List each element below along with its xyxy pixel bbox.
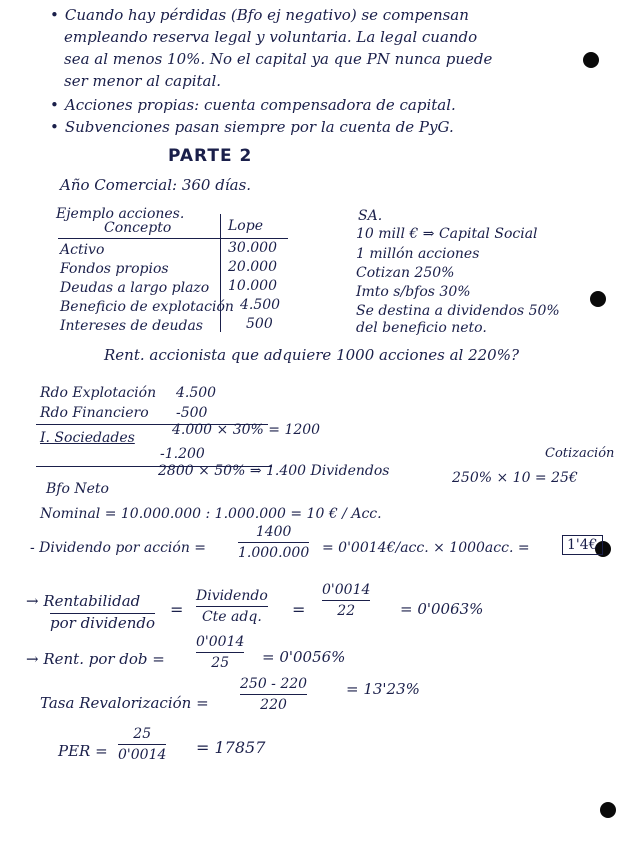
row-concept-1: Activo <box>60 242 105 258</box>
per-result: = 17857 <box>196 738 266 757</box>
sa-line-3: Cotizan 250% <box>356 265 455 281</box>
div-numerator: 1400 <box>255 524 292 540</box>
div-fraction-bar <box>238 542 309 543</box>
col-header-value: Lope <box>228 218 263 234</box>
row-value-3: 10.000 <box>228 278 277 294</box>
rent-div-fraction <box>196 588 268 625</box>
rent-dob-fraction-bar <box>196 652 244 653</box>
nominal-line: Nominal = 10.000.000 : 1.000.000 = 10 € / Acc. <box>40 506 382 522</box>
cotizacion-calc: 250% × 10 = 25€ <box>452 470 578 486</box>
rent-div-result: = 0'0063% <box>400 600 484 618</box>
note-line-1: • Cuando hay pérdidas (Bfo ej negativo) se compensan <box>50 6 469 24</box>
rent-dob-label: → Rent. por dob = <box>26 650 165 668</box>
tasa-label: Tasa Revalorización = <box>40 694 209 712</box>
calc-label-explotacion: Rdo Explotación <box>40 385 157 401</box>
row-concept-3: Deudas a largo plazo <box>60 280 210 296</box>
rent-div-label-1: → Rentabilidad <box>26 592 141 610</box>
calc-value-neto: 2800 × 50% ⇒ 1.400 Dividendos <box>158 463 390 479</box>
rent-div-denominator: Cte adq. <box>201 609 262 625</box>
binder-hole-2 <box>590 291 606 307</box>
calc-tax-subtract: -1.200 <box>160 446 205 462</box>
rent-div-fraction-bar <box>196 606 268 607</box>
calc-label-neto: Bfo Neto <box>46 481 109 497</box>
per-numerator: 25 <box>133 726 152 742</box>
sa-line-1: 10 mill € ⇒ Capital Social <box>356 226 538 242</box>
tasa-fraction <box>240 676 307 713</box>
sa-title: SA. <box>358 208 383 224</box>
example-heading: Ejemplo acciones. <box>56 206 185 222</box>
note-bullet-acciones: • Acciones propias: cuenta compensadora de capital. <box>50 96 456 114</box>
row-concept-5: Intereses de deudas <box>60 318 203 334</box>
div-result-box: 1'4€ <box>562 535 603 555</box>
per-fraction <box>118 726 166 763</box>
div-denominator: 1.000.000 <box>238 545 310 561</box>
row-value-4: 4.500 <box>240 297 281 313</box>
div-fraction <box>238 524 309 561</box>
year-note: Año Comercial: 360 días. <box>60 176 252 194</box>
rent-div-label-2: por dividendo <box>50 614 156 632</box>
row-concept-4: Beneficio de explotación <box>60 299 234 315</box>
sa-line-2: 1 millón acciones <box>356 246 480 262</box>
sa-line-6: del beneficio neto. <box>356 320 487 336</box>
sa-line-5: Se destina a dividendos 50% <box>356 303 560 319</box>
binder-hole-1 <box>583 52 599 68</box>
rent-dob-denominator: 25 <box>211 655 230 671</box>
rent-dob-numerator: 0'0014 <box>196 634 245 650</box>
row-value-5: 500 <box>246 316 273 332</box>
calc-label-impuesto: I. Sociedades <box>40 430 135 446</box>
tasa-result: = 13'23% <box>346 680 420 698</box>
table-header-rule <box>58 238 288 239</box>
sa-line-4: Imto s/bfos 30% <box>356 284 471 300</box>
question-text: Rent. accionista que adquiere 1000 acciones al 220%? <box>104 346 520 364</box>
rent-dob-result: = 0'0056% <box>262 648 346 666</box>
tasa-denominator: 220 <box>260 697 287 713</box>
rent-div-equals-2: = <box>292 600 306 619</box>
rent-div-numerator-2: 0'0014 <box>322 582 371 598</box>
col-header-concept: Concepto <box>104 220 172 236</box>
rent-div-fraction-bar-2 <box>322 600 370 601</box>
rent-div-numerator: Dividendo <box>196 588 268 604</box>
div-result: = 0'0014€/acc. × 1000acc. = <box>322 540 530 556</box>
calc-value-financiero: -500 <box>176 405 208 421</box>
calc-value-explotacion: 4.500 <box>176 385 217 401</box>
row-concept-2: Fondos propios <box>60 261 169 277</box>
page-title: PARTE 2 <box>168 146 253 166</box>
tasa-fraction-bar <box>240 694 307 695</box>
rent-div-fraction-2 <box>322 582 370 619</box>
rent-dob-fraction <box>196 634 244 671</box>
note-line-2: empleando reserva legal y voluntaria. La legal cuando <box>64 28 478 46</box>
note-line-3: sea al menos 10%. No el capital ya que PN nunca puede <box>64 50 493 68</box>
div-label: - Dividendo por acción = <box>30 540 207 556</box>
tasa-numerator: 250 - 220 <box>240 676 308 692</box>
note-bullet-subvenciones: • Subvenciones pasan siempre por la cuenta de PyG. <box>50 118 454 136</box>
rent-div-denominator-2: 22 <box>337 603 356 619</box>
rent-div-equals: = <box>170 600 184 619</box>
per-denominator: 0'0014 <box>118 747 167 763</box>
calc-value-impuesto: 4.000 × 30% = 1200 <box>172 422 321 438</box>
row-value-2: 20.000 <box>228 259 277 275</box>
per-fraction-bar <box>118 744 166 745</box>
calc-label-financiero: Rdo Financiero <box>40 405 149 421</box>
binder-hole-4 <box>600 802 616 818</box>
cotizacion-label: Cotización <box>545 446 615 461</box>
note-line-4: ser menor al capital. <box>64 72 222 90</box>
row-value-1: 30.000 <box>228 240 277 256</box>
per-label: PER = <box>58 742 108 760</box>
